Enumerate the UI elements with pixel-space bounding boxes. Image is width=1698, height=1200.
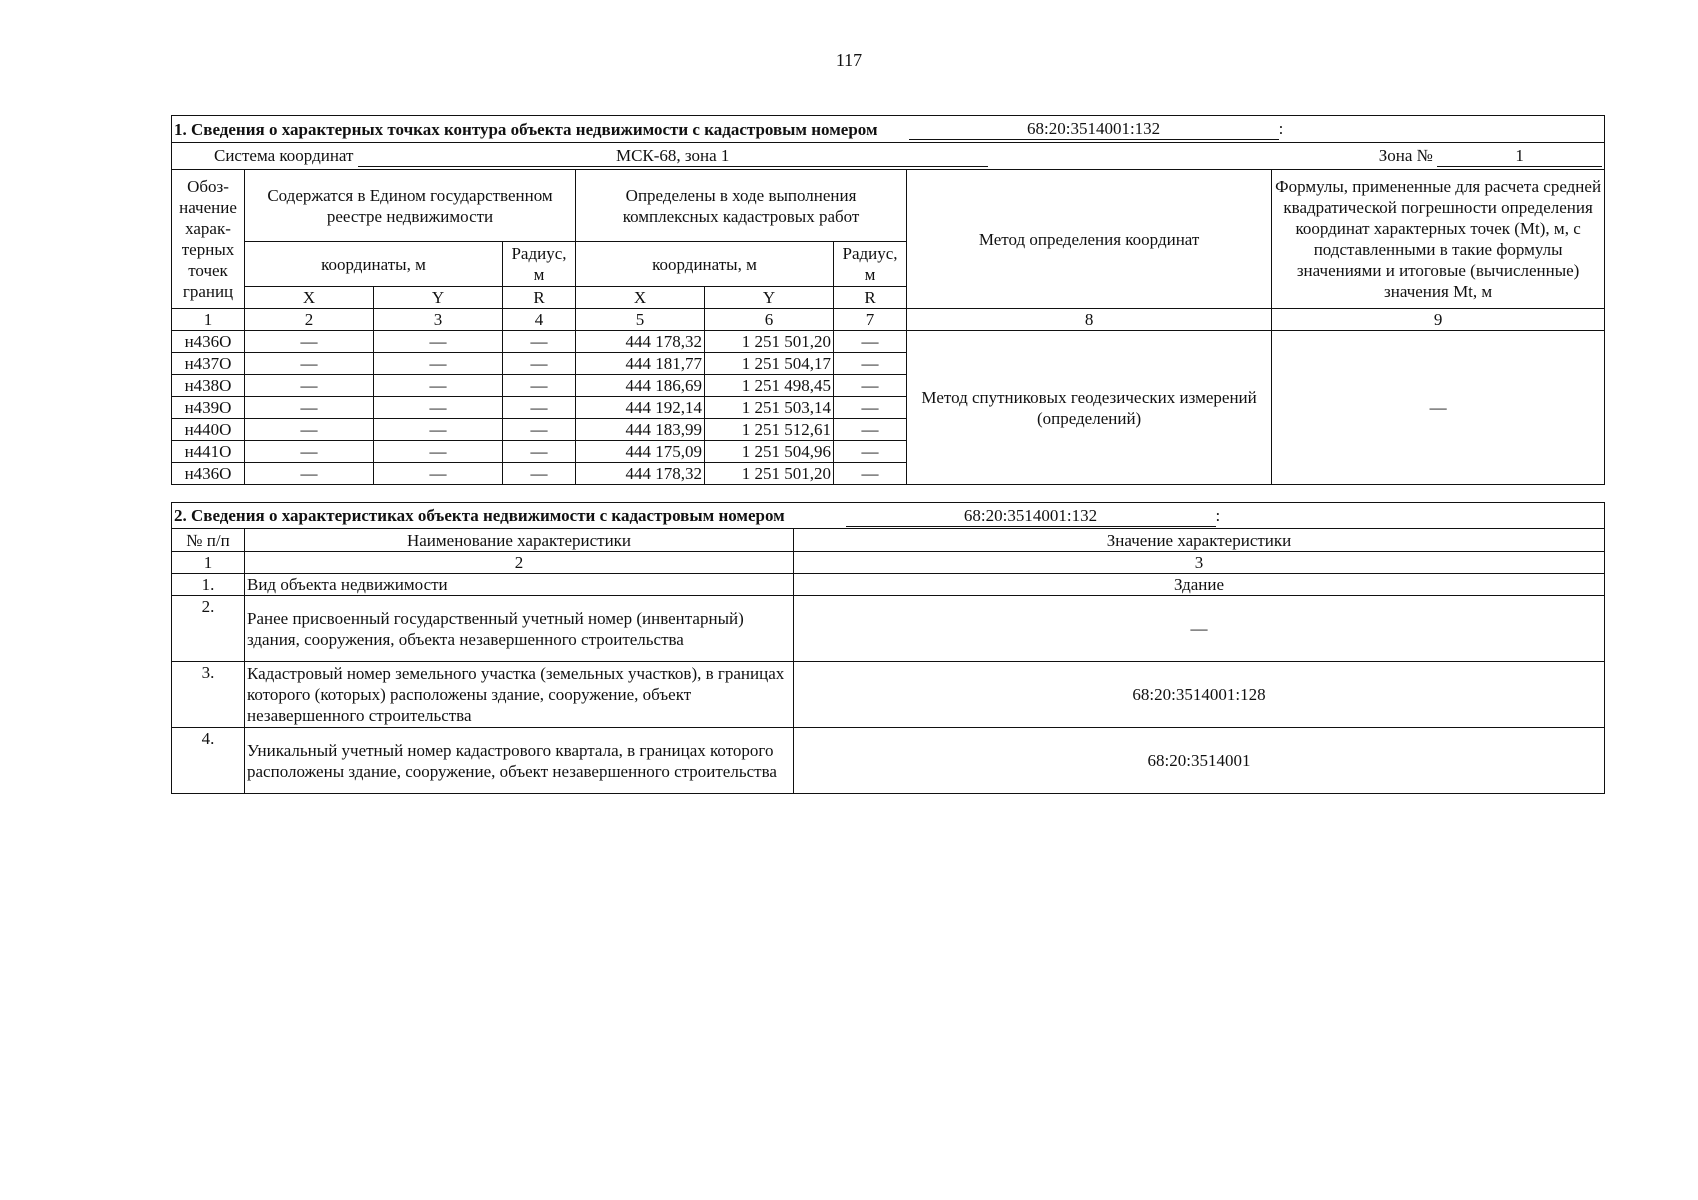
- col-num: 1: [172, 552, 245, 574]
- r-value: —: [834, 441, 907, 463]
- header-row-1: [172, 170, 1605, 242]
- point-name: н436О: [172, 331, 245, 353]
- row-num: 3.: [172, 662, 245, 728]
- section2-table: [171, 502, 1605, 794]
- header-det-x: X: [576, 287, 705, 309]
- section2-colon: :: [1215, 505, 1221, 525]
- r-value: —: [834, 419, 907, 441]
- x-egrn: —: [245, 419, 374, 441]
- y-value: 1 251 504,17: [705, 353, 834, 375]
- col-num: 6: [705, 309, 834, 331]
- x-egrn: —: [245, 331, 374, 353]
- y-egrn: —: [374, 397, 503, 419]
- y-egrn: —: [374, 441, 503, 463]
- x-value: 444 178,32: [576, 463, 705, 485]
- table-row: [172, 331, 1605, 353]
- section1-table: [171, 115, 1605, 485]
- r-value: —: [834, 331, 907, 353]
- header-egrn: Содержатся в Едином государственном реестре недвижимости: [245, 170, 576, 242]
- y-egrn: —: [374, 419, 503, 441]
- y-value: 1 251 503,14: [705, 397, 834, 419]
- coord-system: [172, 143, 1272, 170]
- col-num: 4: [503, 309, 576, 331]
- col-num: 8: [907, 309, 1272, 331]
- row-name: Вид объекта недвижимости: [245, 574, 794, 596]
- x-egrn: —: [245, 397, 374, 419]
- header-formulas: Формулы, примененные для расчета средней квадратической погрешности определения координат характерных точек (Mt), м, с подставленными в такие формулы значениями и итоговые (вычисленные) значения Mt, м: [1272, 170, 1605, 309]
- row-value: 68:20:3514001: [794, 728, 1605, 794]
- section2-cadastral-number: 68:20:3514001:132: [846, 506, 1216, 527]
- header-det-y: Y: [705, 287, 834, 309]
- row-num: 4.: [172, 728, 245, 794]
- r-egrn: —: [503, 353, 576, 375]
- section2-title: 2. Сведения о характеристиках объекта недвижимости с кадастровым номером: [172, 503, 794, 529]
- r-value: —: [834, 397, 907, 419]
- y-egrn: —: [374, 375, 503, 397]
- r-value: —: [834, 375, 907, 397]
- row-value: —: [794, 596, 1605, 662]
- x-value: 444 183,99: [576, 419, 705, 441]
- y-value: 1 251 504,96: [705, 441, 834, 463]
- col-num: 3: [794, 552, 1605, 574]
- header-egrn-radius: Радиус, м: [503, 242, 576, 287]
- header-egrn-y: Y: [374, 287, 503, 309]
- header-method: Метод определения координат: [907, 170, 1272, 309]
- section2-cadastral: [794, 503, 1605, 529]
- row-num: 2.: [172, 596, 245, 662]
- r-egrn: —: [503, 331, 576, 353]
- x-egrn: —: [245, 463, 374, 485]
- r-egrn: —: [503, 463, 576, 485]
- col-num: 1: [172, 309, 245, 331]
- x-value: 444 181,77: [576, 353, 705, 375]
- y-value: 1 251 512,61: [705, 419, 834, 441]
- header-det-r: R: [834, 287, 907, 309]
- x-value: 444 186,69: [576, 375, 705, 397]
- header-determined: Определены в ходе выполнения комплексных кадастровых работ: [576, 170, 907, 242]
- r-egrn: —: [503, 397, 576, 419]
- coord-system-row: [172, 143, 1605, 170]
- point-name: н441О: [172, 441, 245, 463]
- point-name: н436О: [172, 463, 245, 485]
- header-designation: Обоз-начение харак-терных точек границ: [172, 170, 245, 309]
- row-value: Здание: [794, 574, 1605, 596]
- y-egrn: —: [374, 463, 503, 485]
- y-egrn: —: [374, 353, 503, 375]
- header-egrn-r: R: [503, 287, 576, 309]
- column-numbers-row: [172, 309, 1605, 331]
- x-value: 444 178,32: [576, 331, 705, 353]
- x-egrn: —: [245, 353, 374, 375]
- header-value: Значение характеристики: [794, 529, 1605, 552]
- col-num: 5: [576, 309, 705, 331]
- r-value: —: [834, 353, 907, 375]
- header-egrn-x: X: [245, 287, 374, 309]
- section1-title-row: [172, 116, 1605, 143]
- section1-cadastral: [907, 116, 1605, 143]
- header-name: Наименование характеристики: [245, 529, 794, 552]
- table-row: [172, 662, 1605, 728]
- row-name: Уникальный учетный номер кадастрового квартала, в границах которого расположены здание, сооружение, объект незавершенного строительства: [245, 728, 794, 794]
- y-value: 1 251 501,20: [705, 331, 834, 353]
- formulas-value: —: [1272, 331, 1605, 485]
- section2-title-row: [172, 503, 1605, 529]
- section2-column-numbers: [172, 552, 1605, 574]
- x-egrn: —: [245, 375, 374, 397]
- section1-colon: :: [1278, 119, 1284, 138]
- col-num: 2: [245, 309, 374, 331]
- row-value: 68:20:3514001:128: [794, 662, 1605, 728]
- r-value: —: [834, 463, 907, 485]
- x-value: 444 175,09: [576, 441, 705, 463]
- coord-system-label: Система координат: [214, 146, 354, 165]
- col-num: 7: [834, 309, 907, 331]
- y-value: 1 251 501,20: [705, 463, 834, 485]
- col-num: 2: [245, 552, 794, 574]
- x-egrn: —: [245, 441, 374, 463]
- zone: [1272, 143, 1605, 170]
- col-num: 9: [1272, 309, 1605, 331]
- row-name: Ранее присвоенный государственный учетный номер (инвентарный) здания, сооружения, объекта незавершенного строительства: [245, 596, 794, 662]
- y-egrn: —: [374, 331, 503, 353]
- row-num: 1.: [172, 574, 245, 596]
- col-num: 3: [374, 309, 503, 331]
- header-det-radius: Радиус, м: [834, 242, 907, 287]
- table-row: [172, 596, 1605, 662]
- x-value: 444 192,14: [576, 397, 705, 419]
- page-number: 117: [835, 50, 863, 70]
- header-egrn-coords: координаты, м: [245, 242, 503, 287]
- r-egrn: —: [503, 375, 576, 397]
- section1-title: 1. Сведения о характерных точках контура объекта недвижимости с кадастровым номером: [172, 116, 907, 143]
- header-det-coords: координаты, м: [576, 242, 834, 287]
- section2-header-row: [172, 529, 1605, 552]
- r-egrn: —: [503, 419, 576, 441]
- row-name: Кадастровый номер земельного участка (земельных участков), в границах которого (которых) расположены здание, сооружение, объект незавершенного строительства: [245, 662, 794, 728]
- point-name: н439О: [172, 397, 245, 419]
- method-value: Метод спутниковых геодезических измерений (определений): [907, 331, 1272, 485]
- zone-value: 1: [1437, 146, 1602, 167]
- header-num: № п/п: [172, 529, 245, 552]
- coord-system-value: МСК-68, зона 1: [358, 146, 988, 167]
- point-name: н438О: [172, 375, 245, 397]
- zone-label: Зона №: [1378, 146, 1433, 165]
- point-name: н440О: [172, 419, 245, 441]
- r-egrn: —: [503, 441, 576, 463]
- section1-cadastral-number: 68:20:3514001:132: [909, 119, 1279, 140]
- y-value: 1 251 498,45: [705, 375, 834, 397]
- table-row: [172, 574, 1605, 596]
- table-row: [172, 728, 1605, 794]
- point-name: н437О: [172, 353, 245, 375]
